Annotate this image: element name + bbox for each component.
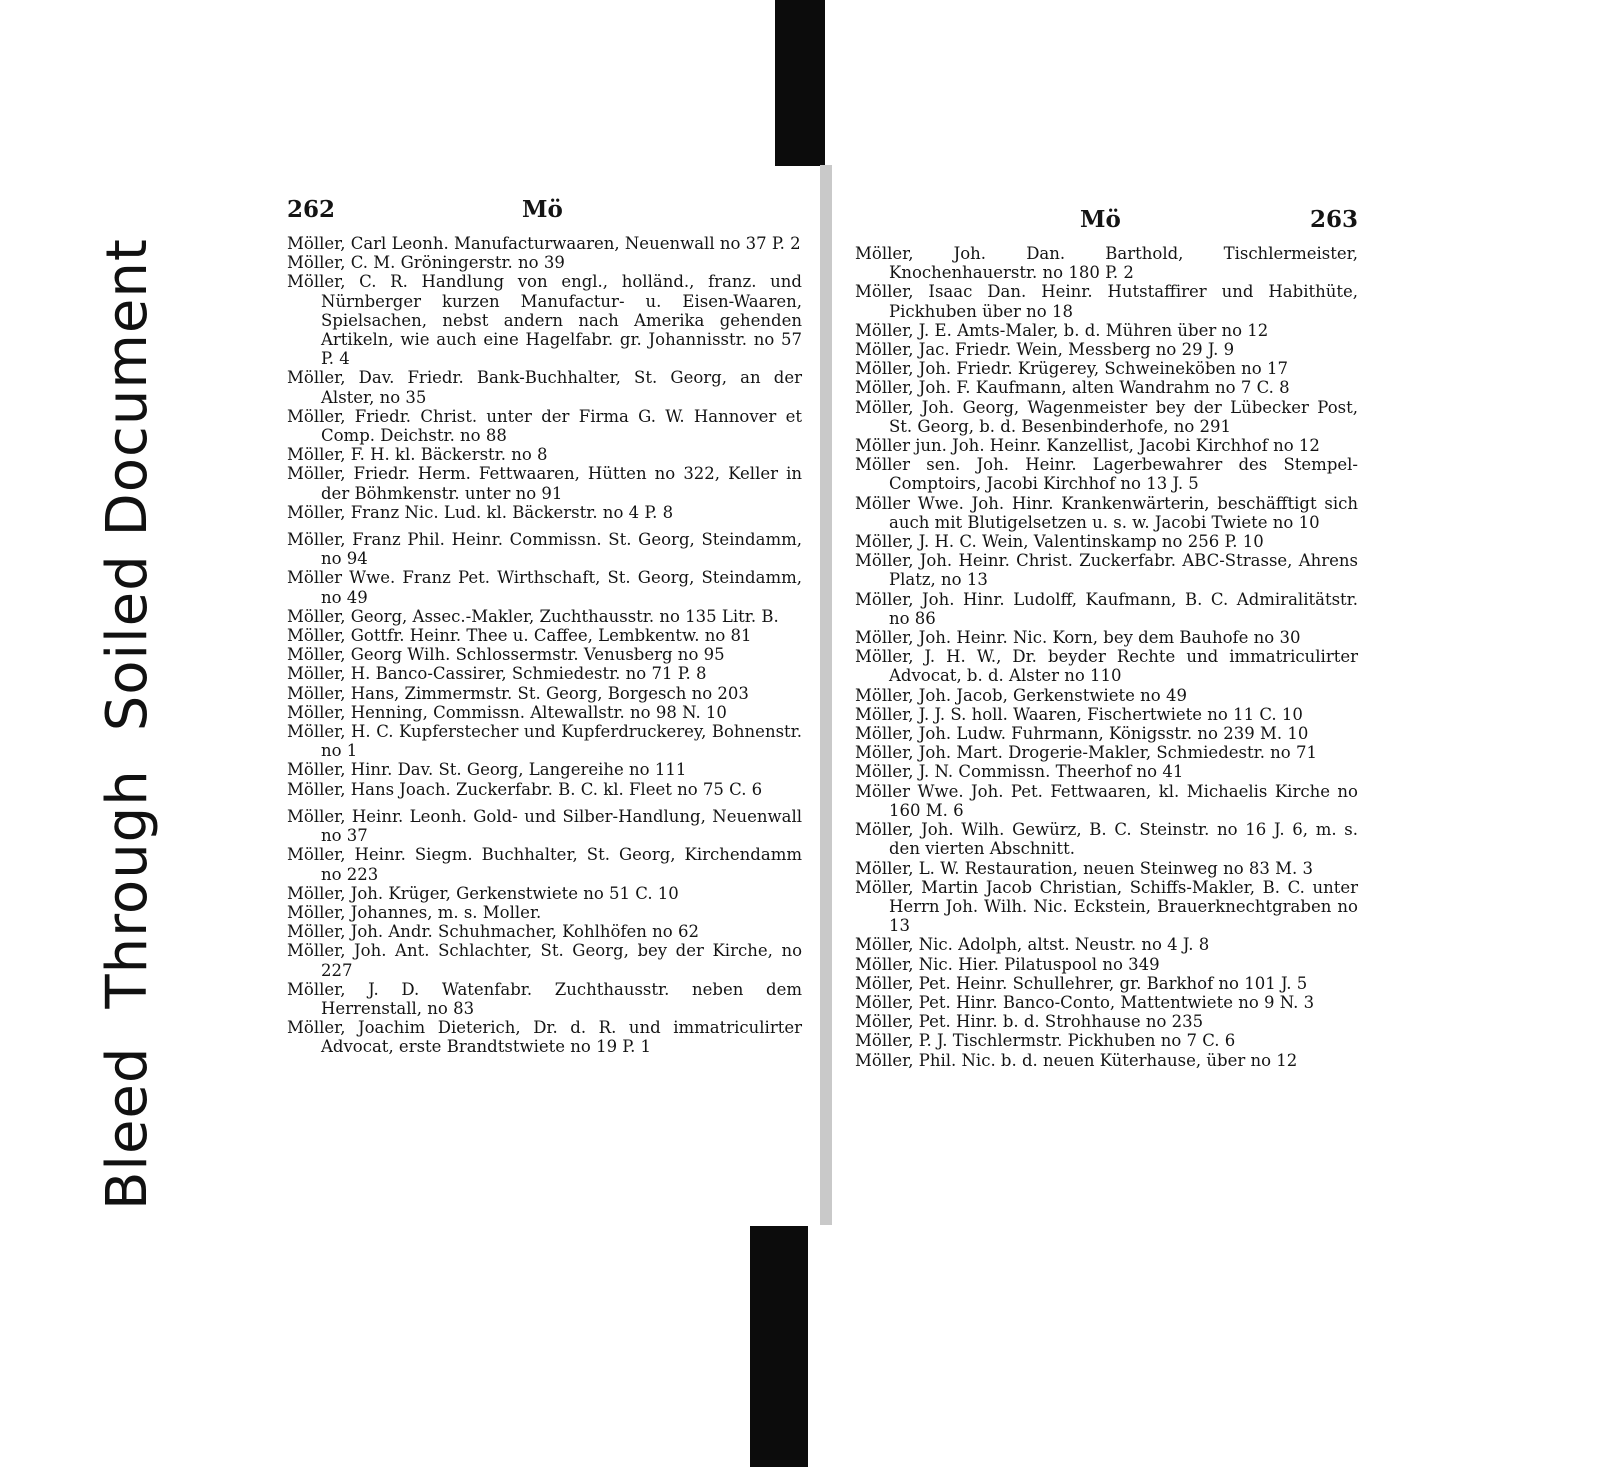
directory-entry: Möller, Joh. Dan. Barthold, Tischlermeister, Knochenhauerstr. no 180 P. 2 [855,244,1358,283]
directory-entry: Möller, Franz Phil. Heinr. Commissn. St. Georg, Steindamm, no 94 [287,530,802,569]
directory-entry: Möller, Joh. Heinr. Christ. Zuckerfabr. ABC-Strasse, Ahrens Platz, no 13 [855,551,1358,590]
left-page-header [287,196,802,234]
directory-entry: Möller, Joh. Wilh. Gewürz, B. C. Steinstr. no 16 J. 6, m. s. den vierten Abschnitt. [855,820,1358,859]
left-page-number: 262 [287,196,336,223]
directory-entry: Möller, Johannes, m. s. Moller. [287,902,542,922]
directory-entry: Möller, Friedr. Christ. unter der Firma G. W. Hannover et Comp. Deichstr. no 88 [287,406,802,446]
directory-entry: Möller, Pet. Hinr. Banco-Conto, Mattentwiete no 9 N. 3 [855,992,1315,1012]
directory-entry: Möller, Pet. Heinr. Schullehrer, gr. Barkhof no 101 J. 5 [855,973,1308,993]
directory-entry: Möller jun. Joh. Heinr. Kanzellist, Jacobi Kirchhof no 12 [855,436,1320,456]
directory-entry: Möller Wwe. Joh. Hinr. Krankenwärterin, beschäfftigt sich auch mit Blutigelsetzen u. s. w. Jacobi Twiete no 10 [855,493,1358,532]
directory-entry: Möller, Hans Joach. Zuckerfabr. B. C. kl. Fleet no 75 C. 6 [287,779,763,799]
directory-entry: Möller, Joh. Georg, Wagenmeister bey der Lübecker Post, St. Georg, b. d. Besenbinderhofe, no 291 [855,397,1358,436]
right-page-number: 263 [1309,206,1358,233]
left-page-entries [287,234,802,1057]
directory-entry: Möller, Hinr. Dav. St. Georg, Langereihe no 111 [287,760,687,780]
right-page-header [855,206,1358,244]
directory-entry: Möller, Joh. Hinr. Ludolff, Kaufmann, B. C. Admiralitätstr. no 86 [855,589,1358,628]
directory-entry: Möller, J. D. Watenfabr. Zuchthausstr. neben dem Herrenstall, no 83 [287,979,802,1018]
directory-entry: Möller, Joh. Krüger, Gerkenstwiete no 51 C. 10 [287,883,679,903]
directory-entry: Möller, C. M. Gröningerstr. no 39 [287,253,565,273]
directory-entry: Möller, L. W. Restauration, neuen Steinweg no 83 M. 3 [855,858,1314,878]
left-page-running-head: Mö [522,196,563,223]
stamp-word-soiled: Soiled [95,554,160,732]
directory-entry: Möller, Henning, Commissn. Altewallstr. no 98 N. 10 [287,702,727,722]
directory-entry: Möller, Nic. Adolph, altst. Neustr. no 4 J. 8 [855,935,1210,955]
directory-entry: Möller, Pet. Hinr. b. d. Strohhause no 235 [855,1012,1204,1032]
directory-entry: Möller, J. N. Commissn. Theerhof no 41 [855,762,1184,782]
bleed-through-soiled-stamp [95,238,160,1210]
directory-entry: Möller, P. J. Tischlermstr. Pickhuben no 7 C. 6 [855,1031,1236,1051]
directory-entry: Möller, H. C. Kupferstecher und Kupferdruckerey, Bohnenstr. no 1 [287,722,802,761]
directory-entry: Möller, Dav. Friedr. Bank-Buchhalter, St. Georg, an der Alster, no 35 [287,368,802,407]
right-page [855,206,1358,1070]
directory-entry: Möller, Phil. Nic. b. d. neuen Küterhause, über no 12 [855,1050,1298,1070]
directory-entry: Möller, F. H. kl. Bäckerstr. no 8 [287,445,548,465]
directory-entry: Möller, Joh. Friedr. Krügerey, Schweineköben no 17 [855,359,1288,379]
scanner-band-bottom [750,1226,808,1467]
directory-entry: Möller, Heinr. Siegm. Buchhalter, St. Georg, Kirchendamm no 223 [287,845,802,884]
directory-entry: Möller, Joh. F. Kaufmann, alten Wandrahm no 7 C. 8 [855,378,1290,398]
right-page-running-head: Mö [1080,206,1121,233]
directory-entry: Möller, Joh. Ant. Schlachter, St. Georg, bey der Kirche, no 227 [287,941,802,980]
directory-entry: Möller, Joachim Dieterich, Dr. d. R. und immatriculirter Advocat, erste Brandtstwiete no 19 P. 1 [287,1018,802,1057]
directory-entry: Möller, H. Banco-Cassirer, Schmiedestr. no 71 P. 8 [287,664,707,684]
right-page-entries [855,244,1358,1070]
directory-entry: Möller, Georg, Assec.-Makler, Zuchthausstr. no 135 Litr. B. [287,606,779,626]
left-page [287,196,802,1057]
directory-entry: Möller, Franz Nic. Lud. kl. Bäckerstr. no 4 P. 8 [287,502,674,522]
directory-entry: Möller, Isaac Dan. Heinr. Hutstaffirer und Habithüte, Pickhuben über no 18 [855,282,1358,321]
directory-entry: Möller, Joh. Andr. Schuhmacher, Kohlhöfen no 62 [287,922,699,942]
directory-entry: Möller, Joh. Heinr. Nic. Korn, bey dem Bauhofe no 30 [855,628,1301,648]
directory-entry: Möller, J. H. C. Wein, Valentinskamp no 256 P. 10 [855,532,1264,552]
directory-entry: Möller, C. R. Handlung von engl., holländ., franz. und Nürnberger kurzen Manufactur- u. Eisen-Waaren, Spielsachen, nebst andern nach Amerika gehenden Artikeln, wie auch eine Hagelfabr. gr. Johannisstr. no 57 P. 4 [287,272,802,369]
book-gutter [820,165,832,1225]
directory-entry: Möller, Georg Wilh. Schlossermstr. Venusberg no 95 [287,645,725,665]
directory-entry: Möller, Martin Jacob Christian, Schiffs-Makler, B. C. unter Herrn Joh. Wilh. Nic. Eckstein, Brauerknechtgraben no 13 [855,877,1358,936]
scanner-band-top [775,0,825,166]
directory-entry: Möller, J. J. S. holl. Waaren, Fischertwiete no 11 C. 10 [855,704,1303,724]
directory-entry: Möller, Jac. Friedr. Wein, Messberg no 29 J. 9 [855,340,1235,360]
directory-entry: Möller Wwe. Joh. Pet. Fettwaaren, kl. Michaelis Kirche no 160 M. 6 [855,781,1358,820]
directory-entry: Möller, Hans, Zimmermstr. St. Georg, Borgesch no 203 [287,683,749,703]
directory-entry: Möller, Gottfr. Heinr. Thee u. Caffee, Lembkentw. no 81 [287,626,752,646]
directory-entry: Möller, Carl Leonh. Manufacturwaaren, Neuenwall no 37 P. 2 [287,234,801,253]
directory-entry: Möller, Joh. Jacob, Gerkenstwiete no 49 [855,685,1187,705]
stamp-word-bleed: Bleed [95,1046,160,1210]
directory-entry: Möller, Joh. Ludw. Fuhrmann, Königsstr. no 239 M. 10 [855,724,1309,744]
directory-entry: Möller sen. Joh. Heinr. Lagerbewahrer des Stempel-Comptoirs, Jacobi Kirchhof no 13 J. 5 [855,455,1358,494]
stamp-word-document: Document [95,238,160,537]
directory-entry: Möller, J. E. Amts-Maler, b. d. Mühren über no 12 [855,320,1269,340]
directory-entry: Möller Wwe. Franz Pet. Wirthschaft, St. Georg, Steindamm, no 49 [287,568,802,607]
directory-entry: Möller, Heinr. Leonh. Gold- und Silber-Handlung, Neuenwall no 37 [287,806,802,846]
directory-entry: Möller, Joh. Mart. Drogerie-Makler, Schmiedestr. no 71 [855,743,1317,763]
directory-entry: Möller, J. H. W., Dr. beyder Rechte und immatriculirter Advocat, b. d. Alster no 110 [855,647,1358,686]
directory-entry: Möller, Nic. Hier. Pilatuspool no 349 [855,954,1160,974]
directory-entry: Möller, Friedr. Herm. Fettwaaren, Hütten no 322, Keller in der Böhmkenstr. unter no 91 [287,464,802,503]
stamp-word-through: Through [95,769,160,1009]
